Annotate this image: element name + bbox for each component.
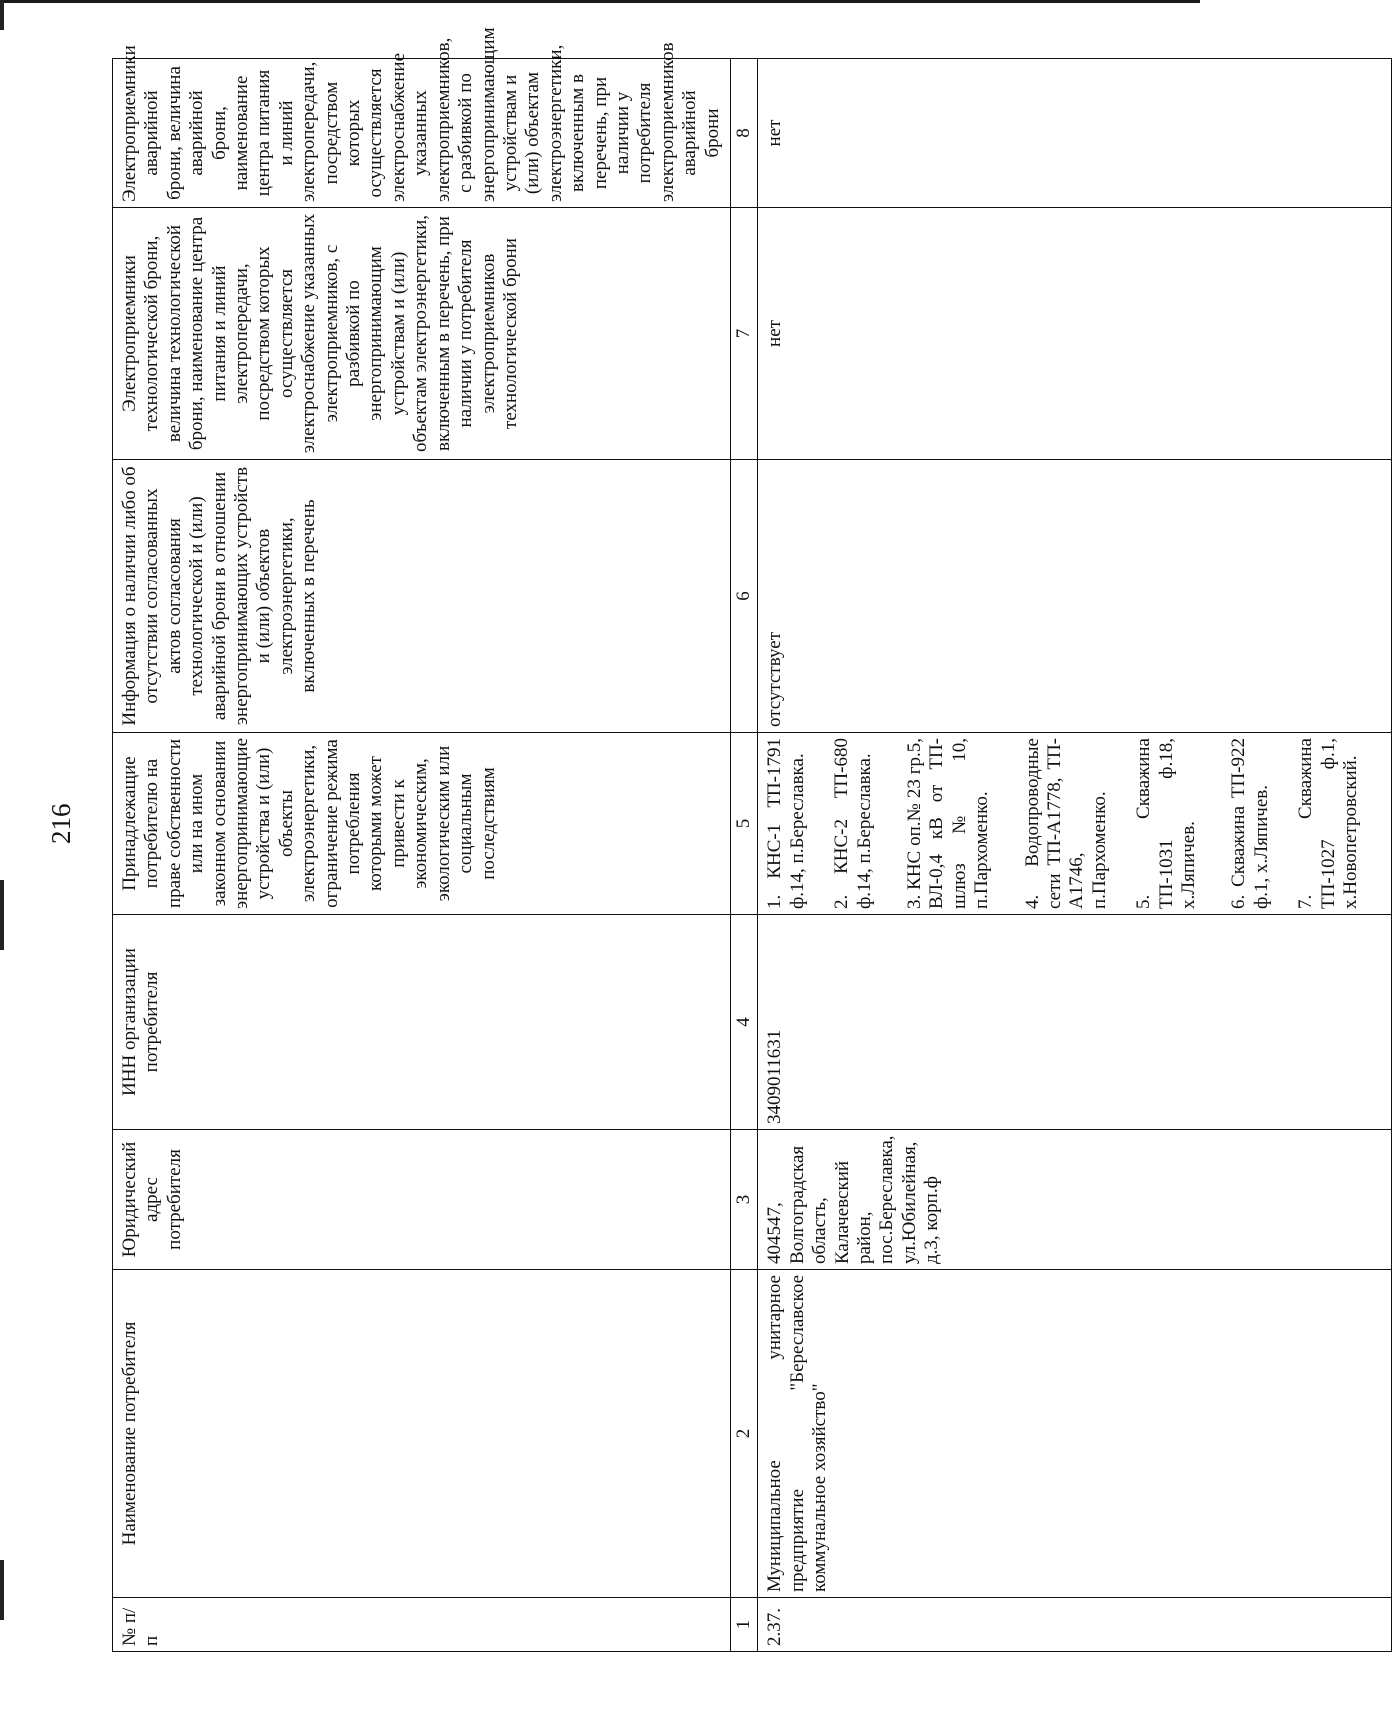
column-number: 8 [730, 59, 757, 208]
list-item: 6. Скважина ТП-922 ф.1, х.Ляпичев. [1228, 738, 1272, 909]
scan-left-mark-bottom [0, 1560, 4, 1620]
column-number: 3 [730, 1130, 757, 1270]
column-number: 4 [730, 915, 757, 1130]
column-number: 6 [730, 460, 757, 733]
header-address: Юридический адрес потребителя [113, 1130, 731, 1270]
table-row [758, 59, 1391, 1652]
scan-top-edge [0, 0, 1200, 3]
list-item: 1. КНС-1 ТП-1791 ф.14, п.Береславка. [764, 738, 808, 909]
list-item: 5. Скважина ТП-1031 ф.18, х.Ляпичев. [1133, 738, 1200, 909]
scan-left-mark-top [0, 0, 4, 30]
row-tech-reserve: нет [758, 208, 1391, 460]
rotated-table-container [112, 27, 1362, 1652]
row-address: 404547, Волгоградская область, Калачевский район, пос.Береславка, ул.Юбилейная, д.3, корп.ф [758, 1130, 1391, 1270]
consumers-table [112, 27, 1392, 1652]
header-emergency-reserve: Электроприемники аварийной брони, величина аварийной брони, наименование центра питания и линий электропередачи, посредством которых осуществляется электроснабжение указанных электроприемников, с разбивкой по энергопринимающим устройствам и (или) объектам электроэнергетики, включенным в перечень, при наличии у потребителя электроприемников аварийной брони [113, 59, 731, 208]
list-item: 4. Водопроводные сети ТП-А1778, ТП-А1746, п.Пархоменко. [1021, 738, 1110, 909]
list-item: 2. КНС-2 ТП-680 ф.14, п.Береславка. [831, 738, 875, 909]
row-emergency-reserve: нет [758, 59, 1391, 208]
column-number: 2 [730, 1270, 757, 1598]
list-item: 7. Скважина ТП-1027 ф.1, х.Новопетровский. [1295, 738, 1362, 909]
column-number: 7 [730, 208, 757, 460]
column-number-row [730, 59, 757, 1652]
row-objects [758, 733, 1391, 915]
row-inn: 3409011631 [758, 915, 1391, 1130]
page-number: 216 [46, 803, 76, 844]
column-number: 1 [730, 1598, 757, 1652]
header-acts: Информация о наличии либо об отсутствии согласованных актов согласования технологической и (или) аварийной брони в отношении энергопринимающих устройств и (или) объектов электроэнергетики, включенных в перечень [113, 460, 731, 733]
header-inn: ИНН организации потребителя [113, 915, 731, 1130]
header-num: № п/п [113, 1598, 731, 1652]
row-acts: отсутствует [758, 460, 1391, 733]
scan-left-mark-middle [0, 880, 4, 950]
row-consumer-name: Муниципальное унитарное предприятие "Береславское коммунальное хозяйство" [758, 1270, 1391, 1598]
table-header-row [113, 59, 731, 1652]
header-devices: Принадлежащие потребителю на праве собственности или на ином законном основании энергопринимающие устройства и (или) объекты электроэнергетики, ограничение режима потребления которыми может привести к экономическим, экологическим или социальным последствиям [113, 733, 731, 915]
column-number: 5 [730, 733, 757, 915]
list-item: 3. КНС оп.№ 23 гр.5, ВЛ-0,4 кВ от ТП-шлюз № 10, п.Пархоменко. [904, 738, 993, 909]
header-name: Наименование потребителя [113, 1270, 731, 1598]
header-tech-reserve: Электроприемники технологической брони, величина технологической брони, наименование центра питания и линий электропередачи, посредством которых осуществляется электроснабжение указанных электроприемников, с разбивкой по энергопринимающим устройствам и (или) объектам электроэнергетики, включенным в перечень, при наличии у потребителя электроприемников технологической брони [113, 208, 731, 460]
row-num: 2.37. [758, 1598, 1391, 1652]
